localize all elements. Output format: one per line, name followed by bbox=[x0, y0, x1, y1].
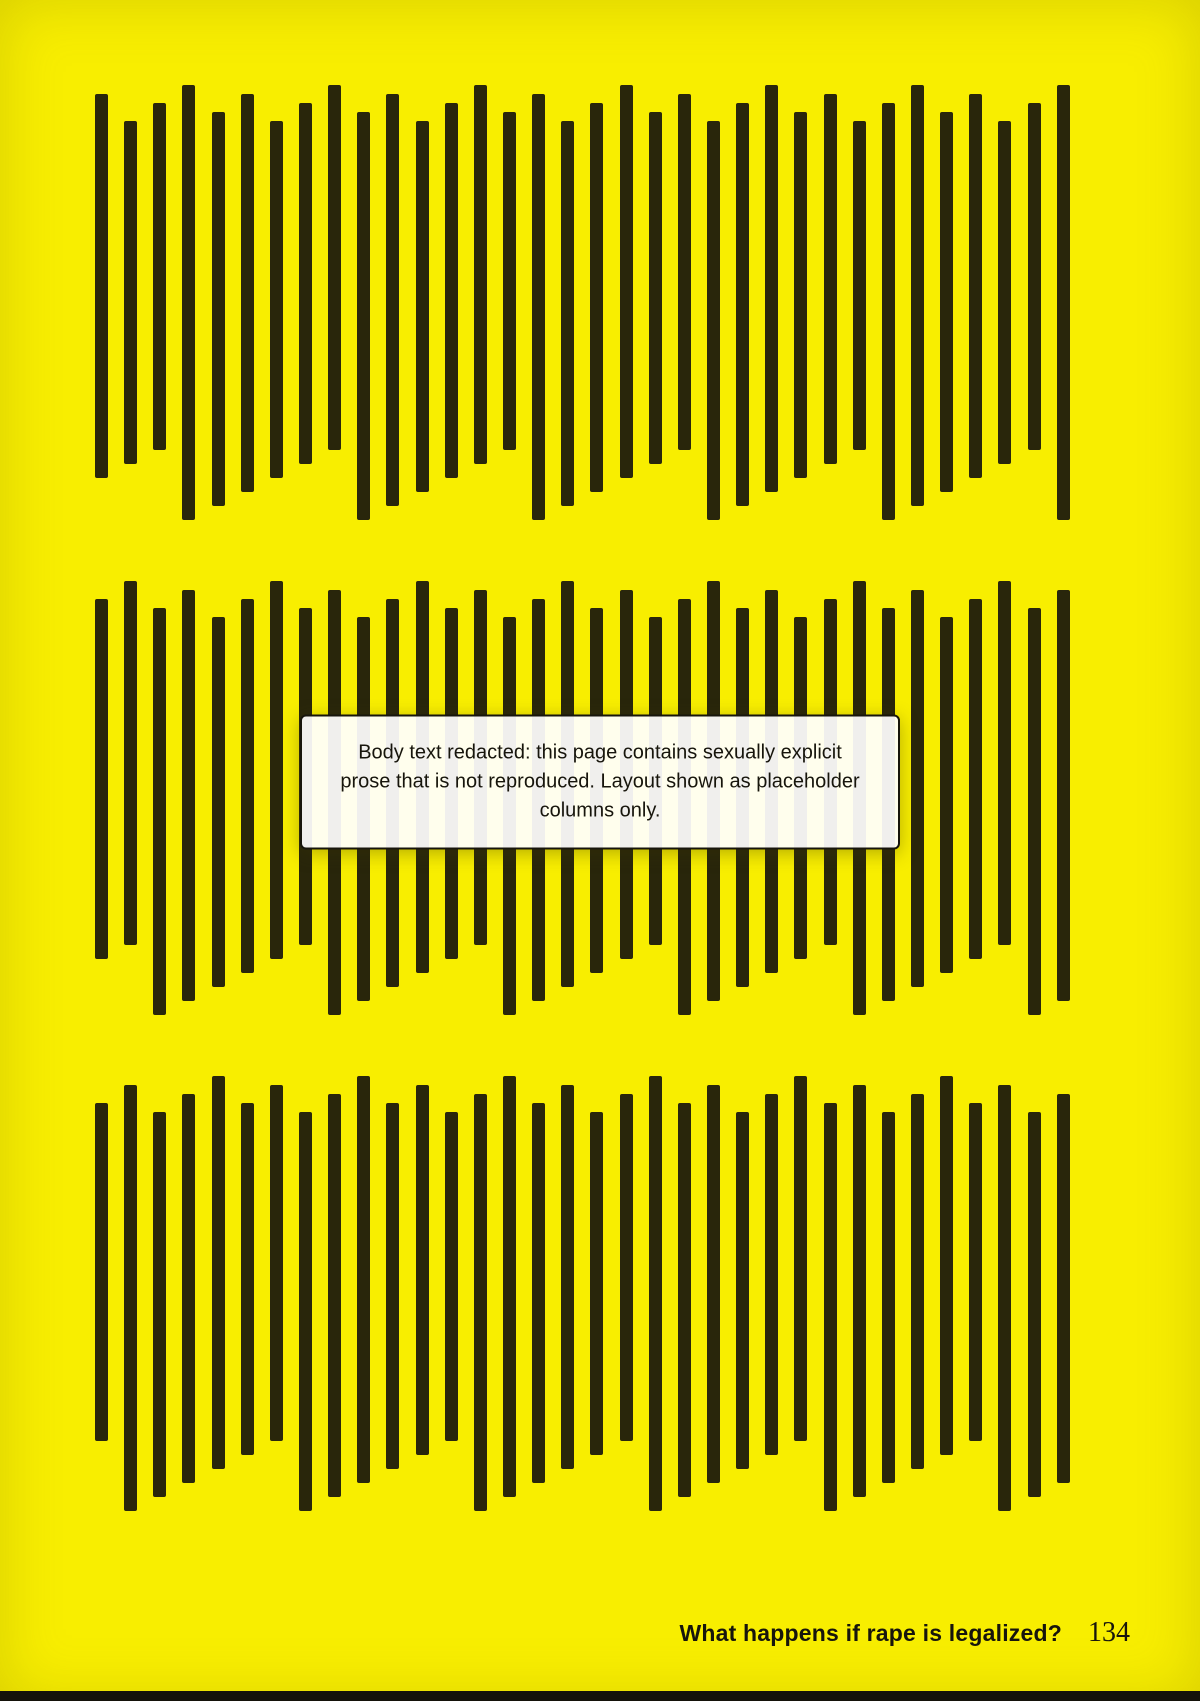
work-title: What happens if rape is legalized? bbox=[679, 1620, 1062, 1646]
redacted-text-column bbox=[620, 1094, 633, 1441]
redacted-text-column bbox=[590, 1112, 603, 1455]
redacted-text-column bbox=[445, 1112, 458, 1441]
redacted-text-column bbox=[1057, 1094, 1070, 1483]
redacted-text-column bbox=[357, 1076, 370, 1483]
redacted-text-column bbox=[998, 581, 1011, 946]
redacted-text-column bbox=[707, 1085, 720, 1483]
redacted-text-column bbox=[911, 590, 924, 988]
redacted-text-column bbox=[561, 1085, 574, 1469]
redacted-text-column bbox=[940, 1076, 953, 1455]
redacted-text-column bbox=[503, 112, 516, 450]
redacted-text-column bbox=[503, 1076, 516, 1497]
redacted-text-column bbox=[649, 1076, 662, 1511]
redacted-text-column bbox=[95, 1103, 108, 1441]
redacted-text-column bbox=[1028, 608, 1041, 1016]
redacted-text-column bbox=[590, 103, 603, 492]
redacted-text-column bbox=[270, 121, 283, 478]
redacted-text-column bbox=[153, 608, 166, 1016]
redacted-text-column bbox=[969, 94, 982, 478]
redacted-text-column bbox=[998, 121, 1011, 464]
redacted-text-column bbox=[270, 1085, 283, 1441]
redacted-text-column bbox=[124, 581, 137, 946]
redacted-text-column bbox=[328, 1094, 341, 1497]
redacted-text-column bbox=[765, 85, 778, 492]
redacted-text-column bbox=[736, 1112, 749, 1469]
redacted-text-column bbox=[416, 1085, 429, 1455]
page-footer bbox=[679, 1617, 1130, 1649]
redacted-text-column bbox=[736, 103, 749, 506]
redacted-text-column bbox=[124, 1085, 137, 1511]
redacted-text-column bbox=[1028, 1112, 1041, 1497]
redacted-text-column bbox=[620, 85, 633, 478]
redacted-text-column bbox=[882, 1112, 895, 1483]
redacted-text-column bbox=[853, 1085, 866, 1497]
redacted-text-column bbox=[153, 1112, 166, 1497]
redacted-text-column bbox=[212, 617, 225, 988]
redacted-text-column bbox=[794, 1076, 807, 1441]
redacted-text-column bbox=[270, 581, 283, 960]
redacted-text-column bbox=[212, 1076, 225, 1469]
redacted-text-column bbox=[678, 1103, 691, 1497]
redacted-text-column bbox=[474, 1094, 487, 1511]
text-band-top bbox=[95, 85, 1070, 520]
redacted-text-column bbox=[882, 103, 895, 520]
redacted-text-column bbox=[241, 599, 254, 974]
redacted-text-column bbox=[824, 94, 837, 464]
redacted-text-column bbox=[911, 1094, 924, 1469]
redacted-text-column bbox=[649, 112, 662, 464]
redacted-text-column bbox=[911, 85, 924, 506]
redacted-text-column bbox=[357, 112, 370, 520]
redacted-text-column bbox=[794, 112, 807, 478]
redacted-text-column bbox=[969, 599, 982, 960]
redacted-text-column bbox=[153, 103, 166, 450]
redacted-text-column bbox=[445, 103, 458, 478]
redacted-text-column bbox=[241, 1103, 254, 1455]
redacted-text-column bbox=[299, 1112, 312, 1511]
redacted-text-column bbox=[182, 1094, 195, 1483]
text-band-bottom bbox=[95, 1076, 1070, 1511]
redacted-text-column bbox=[707, 121, 720, 520]
redacted-text-column bbox=[328, 85, 341, 450]
redacted-text-column bbox=[1028, 103, 1041, 450]
redacted-text-column bbox=[95, 599, 108, 960]
page-number: 134 bbox=[1088, 1617, 1130, 1648]
redacted-text-column bbox=[678, 94, 691, 450]
redacted-text-column bbox=[940, 112, 953, 492]
redacted-text-column bbox=[765, 1094, 778, 1455]
redacted-text-column bbox=[386, 94, 399, 506]
redacted-text-column bbox=[532, 94, 545, 520]
redacted-text-column bbox=[95, 94, 108, 478]
redacted-text-column bbox=[824, 1103, 837, 1511]
redacted-text-column bbox=[998, 1085, 1011, 1511]
redacted-text-column bbox=[241, 94, 254, 492]
redacted-text-column bbox=[1057, 85, 1070, 520]
redacted-text-column bbox=[532, 1103, 545, 1483]
redacted-text-column bbox=[182, 590, 195, 1002]
redacted-text-column bbox=[386, 1103, 399, 1469]
scan-edge bbox=[0, 1691, 1200, 1701]
redacted-text-column bbox=[969, 1103, 982, 1441]
redacted-text-column bbox=[124, 121, 137, 464]
redacted-text-column bbox=[561, 121, 574, 506]
redacted-text-column bbox=[182, 85, 195, 520]
redacted-text-column bbox=[853, 121, 866, 450]
redacted-text-column bbox=[212, 112, 225, 506]
redacted-text-column bbox=[1057, 590, 1070, 1002]
redacted-text-column bbox=[940, 617, 953, 974]
redacted-text-column bbox=[474, 85, 487, 464]
redacted-text-column bbox=[416, 121, 429, 492]
redacted-text-column bbox=[299, 103, 312, 464]
redaction-notice: Body text redacted: this page contains sexually explicit prose that is not reproduced. Layout shown as placeholder columns only. bbox=[300, 715, 900, 850]
